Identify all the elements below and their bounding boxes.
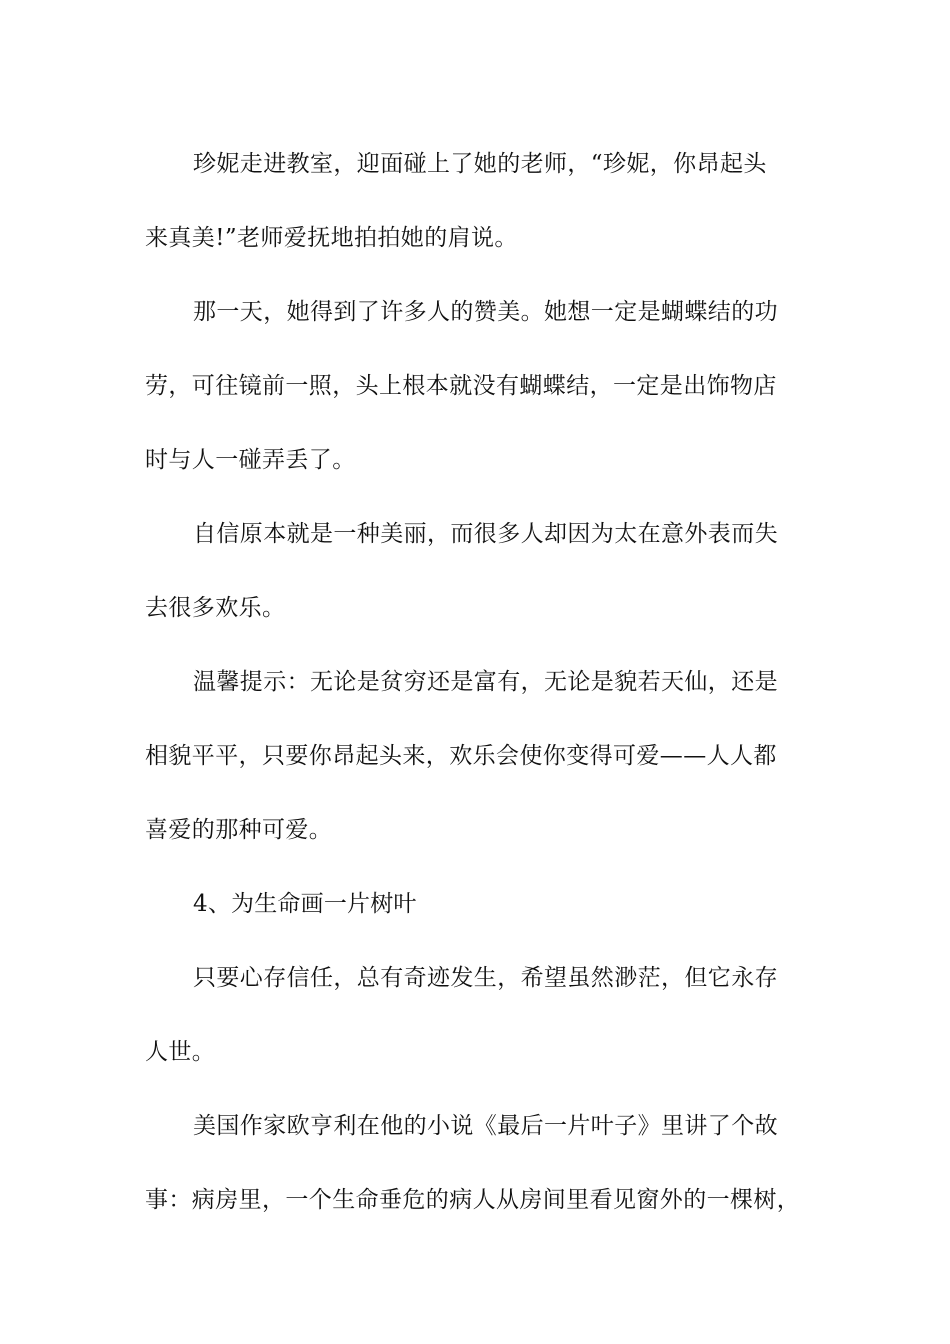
paragraph-6 <box>145 1089 807 1237</box>
paragraph-4-line-3: 喜爱的那种可爱。 <box>145 817 333 843</box>
paragraph-4-line-1: 温馨提示：无论是贫穷还是富有，无论是貌若天仙，还是 <box>193 669 778 695</box>
paragraph-4-line-2: 相貌平平，只要你昂起头来，欢乐会使你变得可爱——人人都 <box>145 743 777 769</box>
paragraph-1-line-2: 来真美!”老师爱抚地拍拍她的肩说。 <box>145 225 518 251</box>
paragraph-1 <box>145 127 807 275</box>
paragraph-3-line-2: 去很多欢乐。 <box>145 595 286 621</box>
paragraph-3-line-1: 自信原本就是一种美丽，而很多人却因为太在意外表而失 <box>193 521 778 547</box>
section-heading-text: 4、为生命画一片树叶 <box>193 891 417 917</box>
paragraph-5-line-2: 人世。 <box>145 1039 216 1065</box>
paragraph-2-line-1: 那一天，她得到了许多人的赞美。她想一定是蝴蝶结的功 <box>193 299 778 325</box>
paragraph-5-line-1: 只要心存信任，总有奇迹发生，希望虽然渺茫，但它永存 <box>193 965 778 991</box>
document-body <box>145 127 807 1237</box>
paragraph-5 <box>145 941 807 1089</box>
paragraph-1-line-1: 珍妮走进教室，迎面碰上了她的老师，“珍妮，你昂起头 <box>193 151 767 177</box>
paragraph-6-line-2: 事：病房里，一个生命垂危的病人从房间里看见窗外的一棵树， <box>145 1187 801 1213</box>
paragraph-2 <box>145 275 807 497</box>
paragraph-2-line-3: 时与人一碰弄丢了。 <box>145 447 356 473</box>
paragraph-4 <box>145 645 807 867</box>
paragraph-2-line-2: 劳，可往镜前一照，头上根本就没有蝴蝶结，一定是出饰物店 <box>145 373 777 399</box>
paragraph-6-line-1: 美国作家欧亨利在他的小说《最后一片叶子》里讲了个故 <box>193 1113 778 1139</box>
section-heading <box>145 867 807 941</box>
paragraph-3 <box>145 497 807 645</box>
